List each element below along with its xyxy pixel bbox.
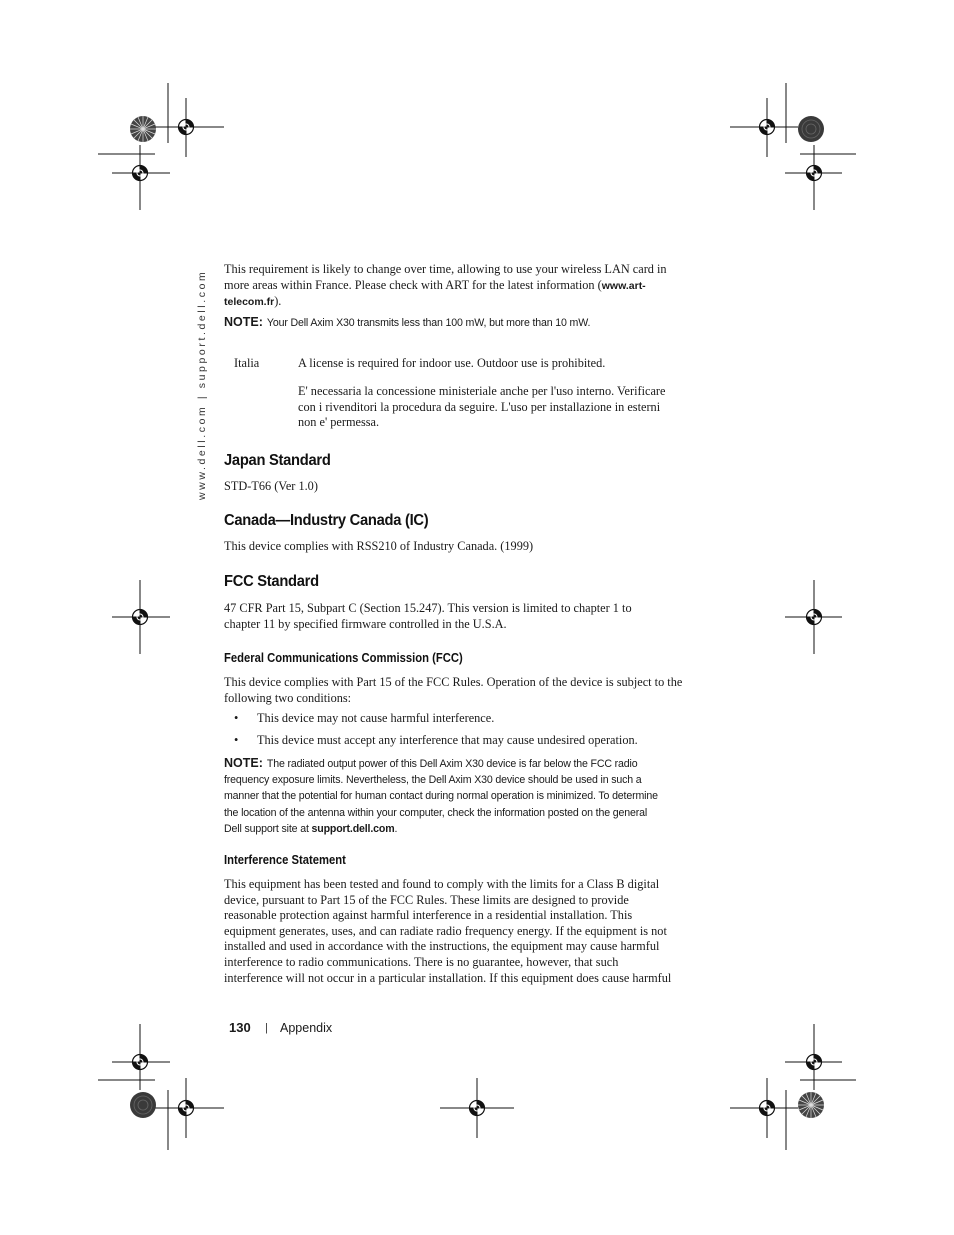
fcc-commission-text: This device complies with Part 15 of the FCC Rules. Operation of the device is subject to the following two conditions:	[224, 675, 683, 705]
sidebar-url-text: www.dell.com | support.dell.com	[196, 269, 208, 500]
italia-text-2: E' necessaria la concessione ministeriale anche per l'uso interno. Verificare con i rivenditori la procedura da seguire. L'uso per installazione in esterni non e' permessa.	[298, 384, 666, 430]
intro-paragraph	[224, 262, 704, 311]
note-1-text: Your Dell Axim X30 transmits less than 100 mW, but more than 10 mW.	[266, 317, 591, 329]
fcc-text: 47 CFR Part 15, Subpart C (Section 15.247). This version is limited to chapter 1 to chapter 11 by specified firmware controlled in the U.S.A.	[224, 601, 632, 631]
japan-heading: Japan Standard	[224, 452, 331, 469]
art-link[interactable]: www.art-	[601, 279, 646, 292]
note-2: NOTE: The radiated output power of this Dell Axim X30 device is far below the FCC radio frequency exposure limits. Nevertheless, the Dell Axim X30 device should be used in such a manner that the potential for human contact during normal operation is minimized. To determine the location of the antenna within your computer, check the information posted on the general Dell support site at support.dell.com.	[224, 756, 658, 835]
fcc-heading: FCC Standard	[224, 573, 319, 590]
interference-text: This equipment has been tested and found to comply with the limits for a Class B digital device, pursuant to Part 15 of the FCC Rules. These limits are designed to provide reasonable protection against harmful interference in a residential installation. This equipment generates, uses, and can radiate radio frequency energy. If the equipment is not installed and used in accordance with the instructions, the equipment may cause harmful interference to radio communications. There is no guarantee, however, that such interference will not occur in a particular installation. If this equipment does cause harmful	[224, 877, 672, 985]
support-link[interactable]: support.dell.com	[311, 822, 395, 835]
japan-text: STD-T66 (Ver 1.0)	[224, 479, 318, 493]
note-1	[224, 313, 590, 331]
italia-text-1: A license is required for indoor use. Outdoor use is prohibited.	[298, 356, 606, 370]
note-2-label: NOTE:	[224, 756, 263, 770]
intro-line-2: more areas within France. Please check with ART for the latest information (www.art-	[224, 277, 646, 292]
sidebar-url	[196, 268, 212, 500]
note-1-label: NOTE:	[224, 315, 263, 329]
art-link-cont[interactable]: telecom.fr	[224, 296, 275, 309]
fcc-conditions-list	[224, 711, 704, 749]
footer-section-title: Appendix	[280, 1021, 333, 1035]
intro-line-3: telecom.fr).	[224, 294, 282, 309]
canada-text: This device complies with RSS210 of Industry Canada. (1999)	[224, 539, 534, 553]
fcc-commission-heading: Federal Communications Commission (FCC)	[224, 651, 463, 665]
italia-country: Italia	[234, 356, 260, 370]
list-item: • This device must accept any interference that may cause undesired operation.	[224, 733, 704, 749]
list-item: • This device may not cause harmful interference.	[224, 711, 704, 727]
interference-heading: Interference Statement	[224, 853, 346, 867]
page-number: 130	[229, 1020, 251, 1035]
footer-separator: |	[265, 1022, 268, 1034]
canada-heading: Canada—Industry Canada (IC)	[224, 512, 429, 529]
intro-line-1: This requirement is likely to change over time, allowing to use your wireless LAN card in	[224, 262, 667, 276]
